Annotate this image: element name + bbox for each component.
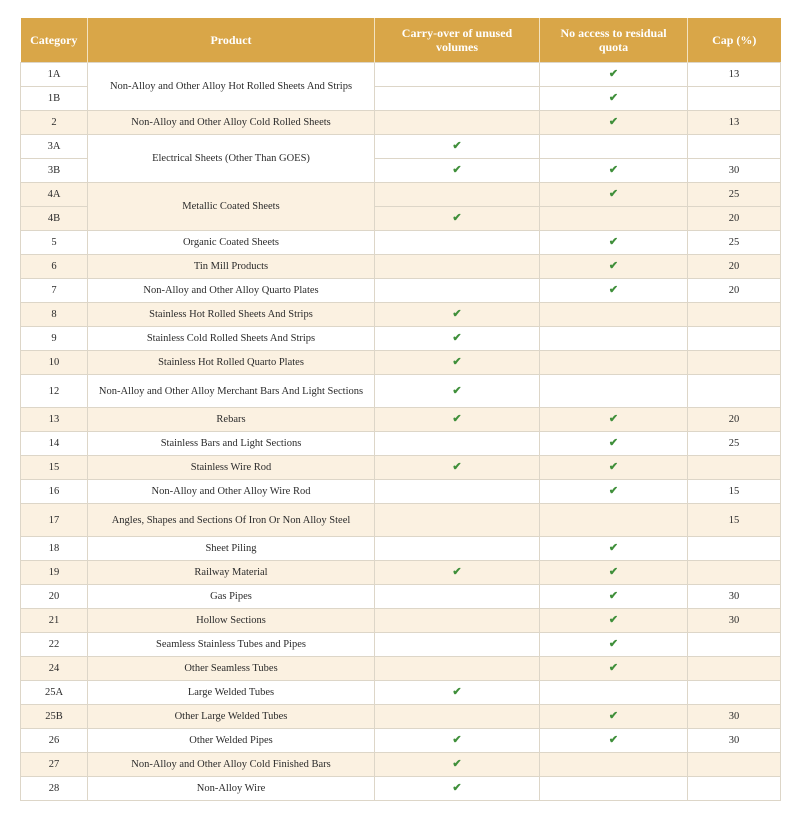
- category-cell: 6: [21, 255, 88, 279]
- check-icon: ✔: [452, 140, 462, 152]
- check-icon: ✔: [452, 734, 462, 746]
- check-icon: ✔: [452, 212, 462, 224]
- no-access-cell: [540, 63, 688, 87]
- cap-cell: 20: [688, 279, 781, 303]
- table-row: [21, 537, 781, 561]
- no-access-cell: [540, 729, 688, 753]
- no-access-cell: [540, 657, 688, 681]
- carry-over-cell: [375, 87, 540, 111]
- product-cell: Sheet Piling: [88, 537, 375, 561]
- carry-over-cell: [375, 303, 540, 327]
- check-icon: ✔: [608, 188, 619, 200]
- table-row: [21, 327, 781, 351]
- table-row: [21, 279, 781, 303]
- category-cell: 25B: [21, 705, 88, 729]
- no-access-cell: [540, 327, 688, 351]
- check-icon: ✔: [608, 734, 619, 746]
- carry-over-cell: [375, 456, 540, 480]
- category-cell: 16: [21, 480, 88, 504]
- table-body: [21, 63, 781, 801]
- product-cell: Non-Alloy and Other Alloy Hot Rolled Sheets And Strips: [88, 63, 375, 111]
- table-row: [21, 303, 781, 327]
- cap-cell: [688, 351, 781, 375]
- product-cell: Railway Material: [88, 561, 375, 585]
- cap-cell: 30: [688, 159, 781, 183]
- table-row: [21, 561, 781, 585]
- carry-over-cell: [375, 480, 540, 504]
- category-cell: 4A: [21, 183, 88, 207]
- category-cell: 22: [21, 633, 88, 657]
- cap-cell: [688, 537, 781, 561]
- category-cell: 20: [21, 585, 88, 609]
- carry-over-cell: [375, 111, 540, 135]
- product-cell: Stainless Cold Rolled Sheets And Strips: [88, 327, 375, 351]
- category-cell: 17: [21, 504, 88, 537]
- table-row: [21, 585, 781, 609]
- check-icon: ✔: [608, 284, 619, 296]
- check-icon: ✔: [608, 413, 619, 425]
- check-icon: ✔: [608, 461, 619, 473]
- no-access-cell: [540, 633, 688, 657]
- check-icon: ✔: [608, 116, 619, 128]
- check-icon: ✔: [452, 356, 462, 368]
- no-access-cell: [540, 207, 688, 231]
- header-cap: Cap (%): [688, 18, 781, 63]
- product-cell: Metallic Coated Sheets: [88, 183, 375, 231]
- carry-over-cell: [375, 657, 540, 681]
- header-no-access: No access to residual quota: [540, 18, 688, 63]
- table-row: [21, 681, 781, 705]
- carry-over-cell: [375, 375, 540, 408]
- product-cell: Non-Alloy and Other Alloy Quarto Plates: [88, 279, 375, 303]
- no-access-cell: [540, 135, 688, 159]
- no-access-cell: [540, 609, 688, 633]
- carry-over-cell: [375, 279, 540, 303]
- table-row: [21, 375, 781, 408]
- product-cell: Tin Mill Products: [88, 255, 375, 279]
- category-cell: 8: [21, 303, 88, 327]
- carry-over-cell: [375, 681, 540, 705]
- cap-cell: [688, 777, 781, 801]
- no-access-cell: [540, 561, 688, 585]
- carry-over-cell: [375, 432, 540, 456]
- check-icon: ✔: [608, 260, 619, 272]
- cap-cell: 20: [688, 408, 781, 432]
- carry-over-cell: [375, 255, 540, 279]
- carry-over-cell: [375, 537, 540, 561]
- check-icon: ✔: [608, 662, 619, 674]
- product-cell: Stainless Hot Rolled Sheets And Strips: [88, 303, 375, 327]
- product-cell: Other Large Welded Tubes: [88, 705, 375, 729]
- carry-over-cell: [375, 183, 540, 207]
- product-cell: Angles, Shapes and Sections Of Iron Or Non Alloy Steel: [88, 504, 375, 537]
- table-row: [21, 657, 781, 681]
- cap-cell: 30: [688, 609, 781, 633]
- category-cell: 4B: [21, 207, 88, 231]
- table-row: [21, 408, 781, 432]
- quota-table-container: [20, 18, 780, 801]
- check-icon: ✔: [608, 710, 619, 722]
- product-cell: Stainless Bars and Light Sections: [88, 432, 375, 456]
- carry-over-cell: [375, 351, 540, 375]
- carry-over-cell: [375, 207, 540, 231]
- check-icon: ✔: [608, 638, 619, 650]
- category-cell: 24: [21, 657, 88, 681]
- category-cell: 9: [21, 327, 88, 351]
- check-icon: ✔: [452, 758, 462, 770]
- category-cell: 19: [21, 561, 88, 585]
- table-row: [21, 729, 781, 753]
- check-icon: ✔: [608, 542, 619, 554]
- check-icon: ✔: [452, 782, 462, 794]
- cap-cell: 25: [688, 183, 781, 207]
- no-access-cell: [540, 753, 688, 777]
- check-icon: ✔: [608, 236, 619, 248]
- table-row: [21, 255, 781, 279]
- no-access-cell: [540, 111, 688, 135]
- cap-cell: [688, 561, 781, 585]
- product-cell: Hollow Sections: [88, 609, 375, 633]
- category-cell: 2: [21, 111, 88, 135]
- carry-over-cell: [375, 408, 540, 432]
- no-access-cell: [540, 159, 688, 183]
- no-access-cell: [540, 432, 688, 456]
- carry-over-cell: [375, 561, 540, 585]
- table-row: [21, 432, 781, 456]
- cap-cell: 30: [688, 585, 781, 609]
- product-cell: Non-Alloy and Other Alloy Merchant Bars And Light Sections: [88, 375, 375, 408]
- no-access-cell: [540, 456, 688, 480]
- cap-cell: [688, 303, 781, 327]
- product-cell: Seamless Stainless Tubes and Pipes: [88, 633, 375, 657]
- product-cell: Electrical Sheets (Other Than GOES): [88, 135, 375, 183]
- no-access-cell: [540, 480, 688, 504]
- cap-cell: 30: [688, 705, 781, 729]
- table-row: [21, 183, 781, 207]
- no-access-cell: [540, 303, 688, 327]
- cap-cell: 20: [688, 255, 781, 279]
- check-icon: ✔: [608, 614, 619, 626]
- table-row: [21, 504, 781, 537]
- no-access-cell: [540, 375, 688, 408]
- category-cell: 10: [21, 351, 88, 375]
- product-cell: Gas Pipes: [88, 585, 375, 609]
- table-row: [21, 609, 781, 633]
- product-cell: Stainless Wire Rod: [88, 456, 375, 480]
- cap-cell: [688, 456, 781, 480]
- category-cell: 12: [21, 375, 88, 408]
- category-cell: 1B: [21, 87, 88, 111]
- category-cell: 25A: [21, 681, 88, 705]
- category-cell: 14: [21, 432, 88, 456]
- table-row: [21, 753, 781, 777]
- table-row: [21, 777, 781, 801]
- cap-cell: [688, 375, 781, 408]
- cap-cell: [688, 681, 781, 705]
- table-row: [21, 705, 781, 729]
- cap-cell: [688, 633, 781, 657]
- carry-over-cell: [375, 231, 540, 255]
- carry-over-cell: [375, 777, 540, 801]
- product-cell: Non-Alloy and Other Alloy Cold Rolled Sheets: [88, 111, 375, 135]
- header-category: Category: [21, 18, 88, 63]
- carry-over-cell: [375, 729, 540, 753]
- table-row: [21, 456, 781, 480]
- check-icon: ✔: [608, 164, 619, 176]
- check-icon: ✔: [608, 437, 619, 449]
- carry-over-cell: [375, 135, 540, 159]
- table-row: [21, 231, 781, 255]
- cap-cell: 25: [688, 432, 781, 456]
- check-icon: ✔: [452, 384, 462, 397]
- category-cell: 15: [21, 456, 88, 480]
- table-row: [21, 633, 781, 657]
- cap-cell: [688, 87, 781, 111]
- category-cell: 7: [21, 279, 88, 303]
- no-access-cell: [540, 255, 688, 279]
- table-row: [21, 63, 781, 87]
- check-icon: ✔: [608, 68, 619, 80]
- check-icon: ✔: [452, 686, 462, 698]
- no-access-cell: [540, 231, 688, 255]
- cap-cell: 20: [688, 207, 781, 231]
- cap-cell: 25: [688, 231, 781, 255]
- category-cell: 5: [21, 231, 88, 255]
- cap-cell: 13: [688, 111, 781, 135]
- check-icon: ✔: [452, 164, 462, 176]
- product-cell: Rebars: [88, 408, 375, 432]
- cap-cell: [688, 753, 781, 777]
- table-row: [21, 135, 781, 159]
- product-cell: Other Welded Pipes: [88, 729, 375, 753]
- table-row: [21, 111, 781, 135]
- carry-over-cell: [375, 633, 540, 657]
- check-icon: ✔: [608, 92, 619, 104]
- product-cell: Non-Alloy Wire: [88, 777, 375, 801]
- header-carry-over: Carry-over of unused volumes: [375, 18, 540, 63]
- check-icon: ✔: [608, 566, 619, 578]
- category-cell: 18: [21, 537, 88, 561]
- category-cell: 13: [21, 408, 88, 432]
- product-cell: Stainless Hot Rolled Quarto Plates: [88, 351, 375, 375]
- no-access-cell: [540, 681, 688, 705]
- no-access-cell: [540, 504, 688, 537]
- carry-over-cell: [375, 753, 540, 777]
- no-access-cell: [540, 408, 688, 432]
- table-header-row: [21, 18, 781, 63]
- check-icon: ✔: [452, 413, 462, 425]
- check-icon: ✔: [608, 590, 619, 602]
- table-row: [21, 480, 781, 504]
- carry-over-cell: [375, 327, 540, 351]
- check-icon: ✔: [452, 308, 462, 320]
- check-icon: ✔: [452, 461, 462, 473]
- category-cell: 21: [21, 609, 88, 633]
- no-access-cell: [540, 279, 688, 303]
- carry-over-cell: [375, 705, 540, 729]
- cap-cell: [688, 135, 781, 159]
- quota-table: [20, 18, 781, 801]
- cap-cell: 30: [688, 729, 781, 753]
- cap-cell: [688, 657, 781, 681]
- category-cell: 3A: [21, 135, 88, 159]
- cap-cell: [688, 327, 781, 351]
- no-access-cell: [540, 705, 688, 729]
- product-cell: Large Welded Tubes: [88, 681, 375, 705]
- no-access-cell: [540, 537, 688, 561]
- product-cell: Other Seamless Tubes: [88, 657, 375, 681]
- cap-cell: 13: [688, 63, 781, 87]
- carry-over-cell: [375, 504, 540, 537]
- category-cell: 28: [21, 777, 88, 801]
- no-access-cell: [540, 183, 688, 207]
- category-cell: 26: [21, 729, 88, 753]
- product-cell: Organic Coated Sheets: [88, 231, 375, 255]
- table-row: [21, 351, 781, 375]
- product-cell: Non-Alloy and Other Alloy Wire Rod: [88, 480, 375, 504]
- product-cell: Non-Alloy and Other Alloy Cold Finished Bars: [88, 753, 375, 777]
- check-icon: ✔: [452, 332, 462, 344]
- carry-over-cell: [375, 159, 540, 183]
- carry-over-cell: [375, 63, 540, 87]
- cap-cell: 15: [688, 504, 781, 537]
- check-icon: ✔: [452, 566, 462, 578]
- no-access-cell: [540, 87, 688, 111]
- carry-over-cell: [375, 585, 540, 609]
- no-access-cell: [540, 585, 688, 609]
- cap-cell: 15: [688, 480, 781, 504]
- carry-over-cell: [375, 609, 540, 633]
- category-cell: 3B: [21, 159, 88, 183]
- category-cell: 1A: [21, 63, 88, 87]
- no-access-cell: [540, 351, 688, 375]
- check-icon: ✔: [608, 485, 619, 497]
- header-product: Product: [88, 18, 375, 63]
- no-access-cell: [540, 777, 688, 801]
- category-cell: 27: [21, 753, 88, 777]
